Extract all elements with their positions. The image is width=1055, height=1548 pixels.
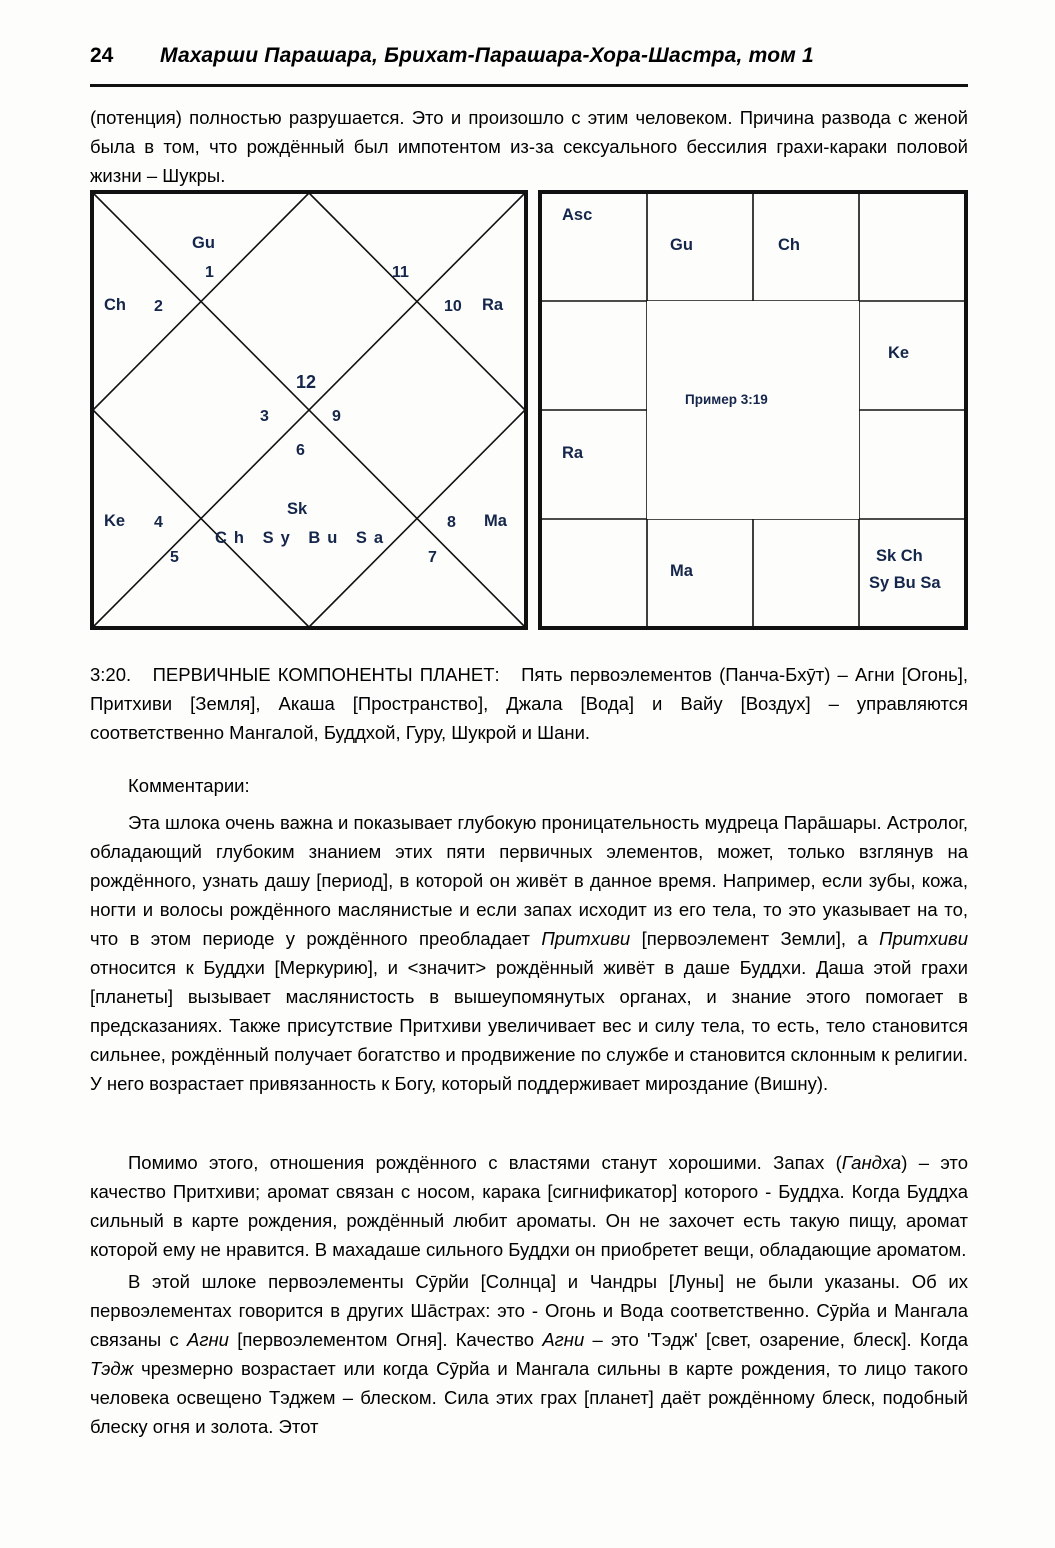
north-house-9: 9 bbox=[332, 408, 341, 425]
commentary-p3-italic-2: Агни bbox=[542, 1329, 585, 1350]
commentary-p1-italic-2: Притхиви bbox=[879, 928, 968, 949]
north-house-11: 11 bbox=[392, 264, 409, 281]
header-title: Махарши Парашара, Брихат-Парашара-Хора-Шастра, том 1 bbox=[160, 44, 814, 67]
north-house-12: 12 bbox=[296, 372, 317, 392]
north-house-6: 6 bbox=[296, 442, 305, 459]
south-cell-ke: Ke bbox=[888, 344, 910, 362]
page-header bbox=[90, 44, 970, 68]
north-house-5: 5 bbox=[170, 549, 179, 566]
north-indian-chart bbox=[90, 190, 528, 630]
south-cell-skch: Sk Ch bbox=[876, 547, 923, 565]
commentary-label: Комментарии: bbox=[128, 775, 250, 796]
north-planet-ra: Ra bbox=[482, 296, 504, 314]
north-house-3: 3 bbox=[260, 408, 269, 425]
commentary-p1-a: Эта шлока очень важна и показывает глубокую проницательность мудреца Парāшары. Астролог, обладающий глубоким знанием этих пяти первичных элементов, может, только взглянув на рождённого, узнать дашу [период], в которой он живёт в данное время. Например, если зубы, кожа, ногти и волосы рождённого маслянистые и если запах исходит из его тела, то это указывает на то, что в этом периоде у рождённого преобладает bbox=[90, 812, 968, 949]
shloka-text: Пять первоэлементов (Панча-Бхӯт) – Агни [Огонь], Притхиви [Земля], Акаша [Пространство], Джала [Вода] и Вайу [Воздух] – управляются соответственно Мангалой, Буддхой, Гуру, Шукрой и Шани. bbox=[90, 664, 969, 743]
page-number: 24 bbox=[90, 44, 114, 67]
south-cell-sybusa: Sy Bu Sa bbox=[869, 574, 941, 592]
commentary-p3-italic-3: Тэдж bbox=[90, 1358, 134, 1379]
north-house-10: 10 bbox=[444, 298, 462, 315]
south-cell-asc: Asc bbox=[562, 206, 593, 224]
commentary-p1-italic-1: Притхиви bbox=[541, 928, 631, 949]
north-house-4: 4 bbox=[154, 514, 163, 531]
commentary-p2-italic-1: Гандха bbox=[841, 1152, 902, 1173]
commentary-p3-a: В этой шлоке первоэлементы Сӯрйи [Солнца] и Чандры [Луны] не были указаны. Об их первоэлементах говорится в других Шāстрах: это - Огонь и Вода соответственно. Сӯрйа и Мангала связаны с bbox=[90, 1271, 968, 1350]
shloka-number: 3:20. bbox=[90, 664, 132, 685]
south-cell-ch: Ch bbox=[778, 236, 800, 254]
north-planet-ch: Ch bbox=[104, 296, 126, 314]
north-planet-ma: Ma bbox=[484, 512, 507, 530]
shloka-paragraph bbox=[90, 660, 968, 747]
south-chart-caption: Пример 3:19 bbox=[685, 392, 768, 407]
intro-paragraph: (потенция) полностью разрушается. Это и произошло с этим человеком. Причина развода с женой была в том, что рождённый был импотентом из-за сексуального бессилия грахи-караки половой жизни – Шукры. bbox=[90, 107, 968, 186]
commentary-p3-b: [первоэлементом Огня]. Качество bbox=[228, 1329, 543, 1350]
commentary-p1-c: относится к Буддхи [Меркурию], и <значит> рождённый живёт в даше Буддхи. Даша этой грахи [планеты] вызывает маслянистость в вышеупомянутых органах, и знание этого помогает в предсказаниях. Также присутствие Притхиви увеличивает вес и силу тела, то есть, тело становится сильнее, рождённый получает богатство и продвижение по службе и становится склонным к религии. У него возрастает привязанность к Богу, который поддерживает мироздание (Вишну). bbox=[90, 957, 968, 1094]
south-cell-ma: Ma bbox=[670, 562, 693, 580]
commentary-p3-italic-1: Агни bbox=[187, 1329, 229, 1350]
shloka-heading: ПЕРВИЧНЫЕ КОМПОНЕНТЫ ПЛАНЕТ: bbox=[152, 664, 500, 685]
south-cell-ra: Ra bbox=[562, 444, 584, 462]
south-cell-gu: Gu bbox=[670, 236, 693, 254]
commentary-p2-b: ) – это качество Притхиви; аромат связан с носом, карака [сигнификатор] которого - Буддха. Когда Буддха сильный в карте рождения, рождённый любит ароматы. Он не захочет есть такую пищу, аромат которой ему не нравится. В махадаше сильного Буддхи он приобретет вещи, обладающие ароматом. bbox=[90, 1152, 968, 1260]
north-planet-sk: Sk bbox=[287, 500, 308, 518]
header-divider bbox=[90, 84, 968, 87]
commentary-label-line bbox=[90, 775, 968, 797]
north-chart-lines bbox=[92, 192, 526, 628]
commentary-paragraph-2 bbox=[90, 1148, 968, 1264]
commentary-paragraph-3 bbox=[90, 1267, 968, 1441]
north-house-7: 7 bbox=[428, 549, 437, 566]
north-house-2: 2 bbox=[154, 298, 163, 315]
charts-figure bbox=[90, 190, 968, 630]
commentary-paragraph-1 bbox=[90, 808, 968, 1098]
north-planet-ke: Ke bbox=[104, 512, 126, 530]
north-house-8: 8 bbox=[447, 514, 456, 531]
commentary-p3-d: чрезмерно возрастает или когда Сӯрйа и Мангала сильны в карте рождения, то лицо такого человека освещено Тэджем – блеском. Сила этих грах [планет] даёт рождённому блеск, подобный блеску огня и золота. Этот bbox=[90, 1358, 968, 1437]
commentary-p2-a: Помимо этого, отношения рождённого с властями станут хорошими. Запах ( bbox=[128, 1152, 842, 1173]
south-indian-chart bbox=[538, 190, 968, 630]
commentary-p3-c: – это 'Тэдж' [свет, озарение, блеск]. Когда bbox=[584, 1329, 968, 1350]
commentary-p1-b: [первоэлемент Земли], а bbox=[630, 928, 880, 949]
north-house-1: 1 bbox=[205, 264, 214, 281]
north-planet-gu: Gu bbox=[192, 234, 215, 252]
north-planet-row: Ch Sy Bu Sa bbox=[215, 529, 391, 547]
